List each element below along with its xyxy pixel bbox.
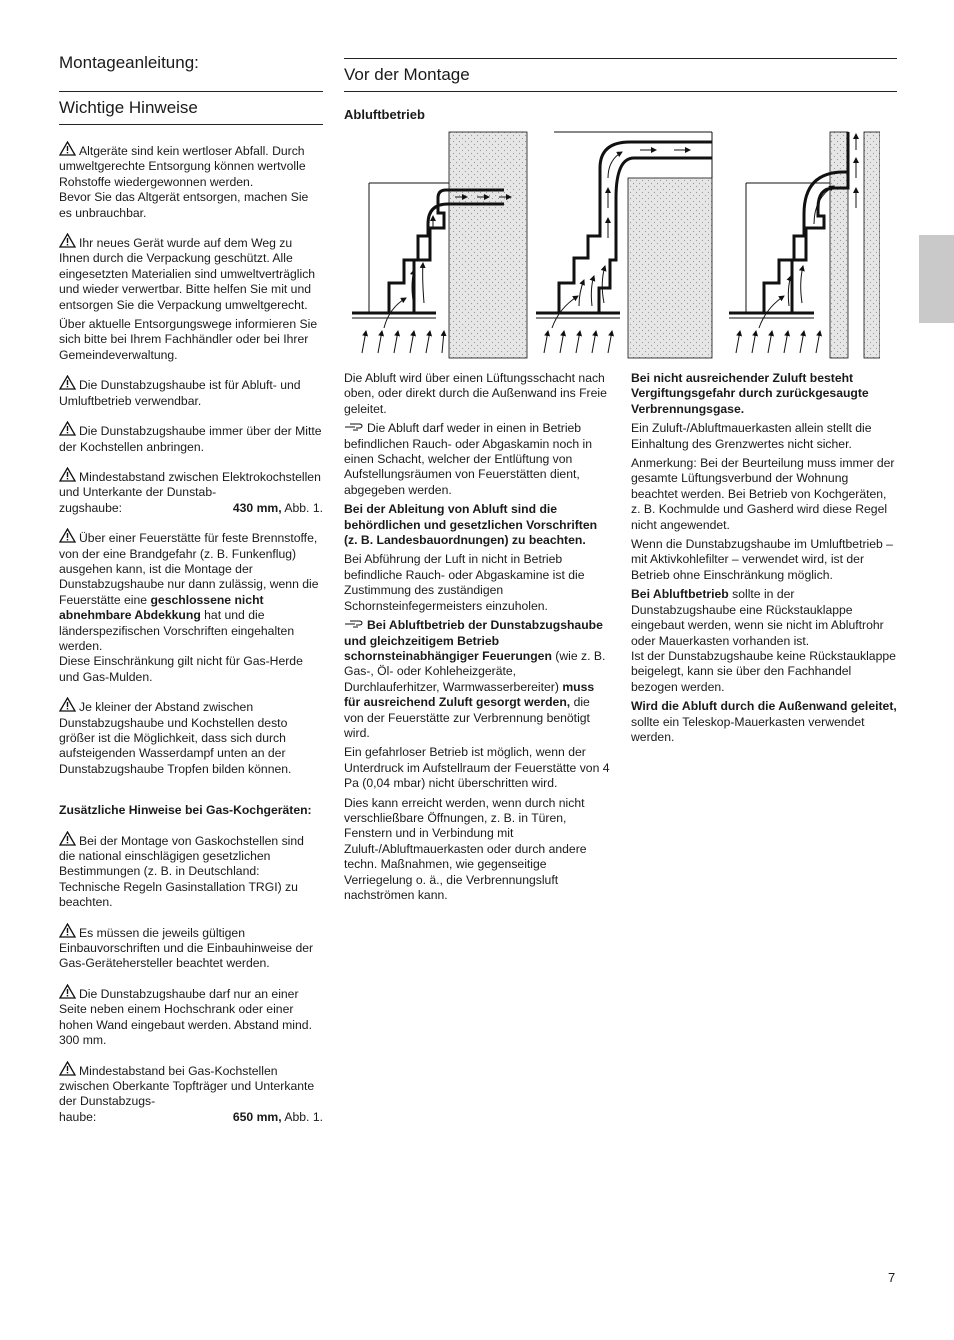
warning-icon [59,697,76,712]
note-disposal: Altgeräte sind kein wertloser Abfall. Durch umweltgerechte Entsorgung können wertvolle Rohstoffe wiedergewonnen werden. [59,141,323,190]
para-remark: Anmerkung: Bei der Beurteilung muss immer der gesamte Lüftungsverbund der Wohnung beachtet werden. Bei Betrieb von Kochgeräten, z. B. Kochmulde und Gasherd wird diese Regel nicht angewendet. [631,456,895,532]
diagram-shaft-outlet [536,132,712,358]
para-wall-box: Ein Zuluft-/Abluftmauerkasten allein stellt die Einhaltung des Grenzwertes nicht sicher. [631,421,872,451]
gas-heading: Zusätzliche Hinweise bei Gas-Kochgeräten: [59,803,312,818]
note-min-distance-electric: Mindestabstand zwischen Elektrokochstellen und Unterkante der Dunstab- [59,467,323,501]
right-area [344,58,897,122]
warning-icon [59,141,76,156]
para-poisoning-danger: Bei nicht ausreichender Zuluft besteht Vergiftungsgefahr durch zurückgesaugte Verbrennungsgase. [631,371,869,416]
gas-note-min-distance: Mindestabstand bei Gas-Kochstellen zwischen Oberkante Topfträger und Unterkante der Dunstabzugs- [59,1061,323,1110]
para-backflow-flap: Bei Abluftbetrieb sollte in der Dunstabzugshaube eine Rückstauklappe eingebaut werden, wenn sie nicht im Abluftrohr oder Mauerkasten vorhanden ist. [631,587,884,648]
section-exhaust-mode: Abluftbetrieb [344,107,425,122]
para-telescope-box: Wird die Abluft durch die Außenwand geleitet, sollte ein Teleskop-Mauerkasten verwendet werden. [631,699,897,744]
para-recirculation: Wenn die Dunstabzugshaube im Umluftbetrieb – mit Aktivkohlefilter – verwendet wird, ist der Betrieb ohne Einschränkung möglich. [631,537,893,582]
left-column [59,52,323,1125]
gas-note-installation: Es müssen die jeweils gültigen Einbauvorschriften und die Einbauhinweise der Gas-Gerätehersteller beachtet werden. [59,923,323,972]
para-openings: Dies kann erreicht werden, wenn durch nicht verschließbare Öffnungen, z. B. in Türen, Fenstern und in Verbindung mit Zuluft-/Abluftmauerkasten oder durch andere techn. Maßnahmen, wie gegenseitige Verriegelung o. ä., die Verbrennungsluft nachströmen kann. [344,795,587,902]
section-title-before-mounting: Vor der Montage [344,65,470,84]
warning-icon [59,375,76,390]
para-negative-pressure: Ein gefahrloser Betrieb ist möglich, wenn der Unterdruck im Aufstellraum der Feuerstätte von 4 Pa (0,04 mbar) nicht überschritten wird. [344,745,610,791]
right-title-divider [344,91,897,92]
note-info: Über aktuelle Entsorgungswege informieren Sie sich bitte bei Ihrem Fachhändler oder bei Ihrer Gemeindeverwaltung. [59,317,318,362]
para-regulations: Bei der Ableitung von Abluft sind die behördlichen und gesetzlichen Vorschriften (z. B. Landesbauordnungen) zu beachten. [344,502,598,548]
warning-icon [59,831,76,846]
warning-icon [59,467,76,482]
right-column-1 [344,371,610,903]
warning-icon [59,1061,76,1076]
warning-icon [59,528,76,543]
warning-icon [59,421,76,436]
section-title-hints: Wichtige Hinweise [59,98,198,117]
note-condensation: Je kleiner der Abstand zwischen Dunstabzugshaube und Kochstellen desto größer ist die Möglichkeit, dass sich durch aufsteigenden Wasserdampf unten an der Dunstabzugshaube Tropfen bilden können. [59,697,323,777]
para-flap-supply: Ist der Dunstabzugshaube keine Rückstauklappe beigelegt, kann sie über den Fachhandel bezogen werden. [631,648,896,694]
note-disposal-2: Bevor Sie das Altgerät entsorgen, machen Sie es unbrauchbar. [59,190,309,220]
warning-icon [59,233,76,248]
pointing-hand-icon [344,421,364,431]
pointing-hand-icon [344,618,364,628]
spec-electric: zugshaube: 430 mm, Abb. 1. [59,500,323,515]
exhaust-diagram [344,128,880,360]
diagram-vertical-shaft [729,132,880,358]
spec-gas: haube: 650 mm, Abb. 1. [59,1109,323,1124]
note-packaging: Ihr neues Gerät wurde auf dem Weg zu Ihnen durch die Verpackung geschützt. Alle eingesetzten Materialien sind umweltverträglich und wieder verwertbar. Bitte helfen Sie mit und entsorgen Sie die Verpackung umweltgerecht. [59,233,323,313]
warning-icon [59,984,76,999]
para-chimney-sweep: Bei Abführung der Luft in nicht in Betrieb befindliche Rauch- oder Abgaskamine ist die Zustimmung des zuständigen Schornsteinfegermeisters einzuholen. [344,552,585,613]
note-solid-fuel: Über einer Feuerstätte für feste Brennstoffe, von der eine Brandgefahr (z. B. Funkenflug) ausgehen kann, ist die Montage der Dunstabzugshaube nur dann zulässig, wenn die Feuerstätte eine geschlossene nicht abnehmbare Abdekkung hat und die länderspezifischen Vorschriften eingehalten werden. [59,528,323,654]
note-mounting-center: Die Dunstabzugshaube immer über der Mitte der Kochstellen anbringen. [59,421,323,455]
note-gas-exception: Diese Einschränkung gilt nicht für Gas-Herde und Gas-Mulden. [59,654,303,684]
side-tab-marker [919,235,954,323]
gas-note-cabinet: Die Dunstabzugshaube darf nur an einer Seite neben einem Hochschrank oder einer hohen Wand eingebaut werden. Abstand mind. 300 mm. [59,984,323,1049]
subtitle-divider [59,124,323,125]
warning-icon [59,923,76,938]
right-column-2 [631,371,897,745]
diagram-wall-outlet [352,132,527,358]
para-no-chimney: Die Abluft darf weder in einen in Betrieb befindlichen Rauch- oder Abgaskamin noch in einen Schacht, welcher der Entlüftung von Aufstellungsräumen von Feuerstätten dient, abgegeben werden. [344,421,592,497]
para-exhaust-routing: Die Abluft wird über einen Lüftungsschacht nach oben, oder direkt durch die Außenwand ins Freie geleitet. [344,371,607,416]
page-title: Montageanleitung: [59,53,199,72]
note-modes: Die Dunstabzugshaube ist für Abluft- und Umluftbetrieb verwendbar. [59,375,323,409]
para-air-supply: Bei Abluftbetrieb der Dunstabzugshaube und gleichzeitigem Betrieb schornsteinabhängiger Feuerungen (wie z. B. Gas-, Öl- oder Kohleheizgeräte, Durchlauferhitzer, Warmwasserbereiter) muss für ausreichend Zuluft gesorgt werden, die von der Feuerstätte zur Verbrennung benötigt wird. [344,618,606,740]
gas-note-regulations: Bei der Montage von Gaskochstellen sind die national einschlägigen gesetzlichen Bestimmungen (z. B. in Deutschland: Technische Regeln Gasinstallation TRGI) zu beachten. [59,831,323,911]
page-number: 7 [888,1270,896,1285]
